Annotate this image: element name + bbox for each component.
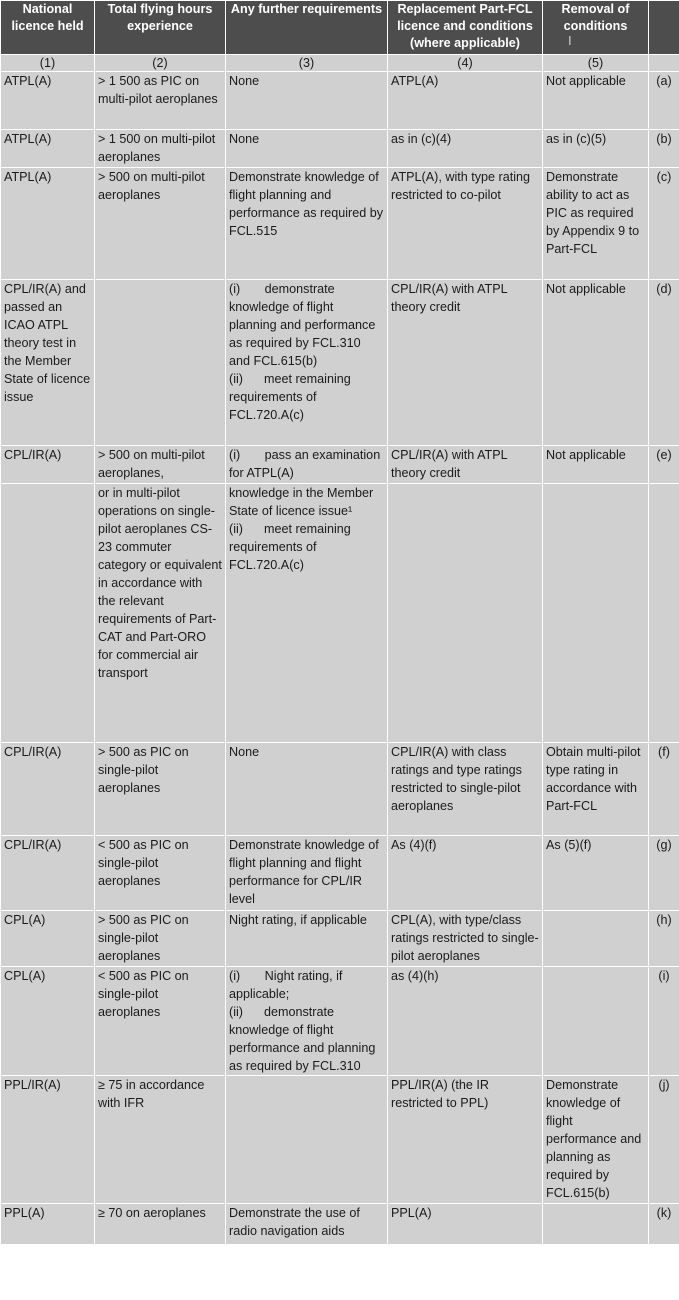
header-ref [649,1,679,55]
cell-national-licence: CPL/IR(A) [1,743,95,836]
cell-ref: (g) [649,836,679,911]
cell-national-licence: ATPL(A) [1,72,95,130]
cell-further-requirements: Demonstrate the use of radio navigation aids [226,1204,388,1245]
cell-ref: (f) [649,743,679,836]
cell-removal-conditions [543,484,649,743]
cell-national-licence: CPL/IR(A) [1,446,95,484]
cell-replacement-licence: PPL/IR(A) (the IR restricted to PPL) [388,1076,543,1204]
cell-removal-conditions: Not applicable [543,72,649,130]
cell-replacement-licence: as in (c)(4) [388,130,543,168]
cell-further-requirements: (i) Night rating, if applicable; (ii) demonstrate knowledge of flight performance and planning as required by FCL.310 [226,967,388,1076]
cell-ref: (h) [649,911,679,967]
header-flying-hours: Total flying hours experience [95,1,226,55]
cell-replacement-licence: CPL/IR(A) with ATPL theory credit [388,446,543,484]
table-row [1,484,679,743]
cell-national-licence: ATPL(A) [1,130,95,168]
cell-flying-hours: ≥ 70 on aeroplanes [95,1204,226,1245]
cell-further-requirements: Demonstrate knowledge of flight planning and flight performance for CPL/IR level [226,836,388,911]
cell-removal-conditions: Not applicable [543,280,649,446]
cell-removal-conditions: As (5)(f) [543,836,649,911]
column-number: (4) [388,55,543,72]
cell-ref: (b) [649,130,679,168]
cell-ref: (c) [649,168,679,280]
table-row [1,836,679,911]
cell-ref: (i) [649,967,679,1076]
text-cursor-icon: I [568,33,572,48]
cell-replacement-licence: ATPL(A), with type rating restricted to co-pilot [388,168,543,280]
cell-flying-hours [95,280,226,446]
cell-further-requirements: knowledge in the Member State of licence issue¹ (ii) meet remaining requirements of FCL.720.A(c) [226,484,388,743]
cell-flying-hours: or in multi-pilot operations on single-pilot aeroplanes CS-23 commuter category or equivalent in accordance with the relevant requirements of Part-CAT and Part-ORO for commercial air transport [95,484,226,743]
header-row [1,1,679,55]
cell-removal-conditions: as in (c)(5) [543,130,649,168]
cell-national-licence: PPL/IR(A) [1,1076,95,1204]
column-number: (2) [95,55,226,72]
cell-flying-hours: > 1 500 on multi-pilot aeroplanes [95,130,226,168]
cell-replacement-licence: as (4)(h) [388,967,543,1076]
cell-removal-conditions [543,967,649,1076]
cell-removal-conditions [543,911,649,967]
cell-further-requirements: (i) pass an examination for ATPL(A) [226,446,388,484]
header-national-licence: National licence held [1,1,95,55]
table-row [1,130,679,168]
cell-replacement-licence [388,484,543,743]
cell-further-requirements [226,1076,388,1204]
header-replacement-licence: Replacement Part-FCL licence and conditions (where applicable) [388,1,543,55]
table-row [1,72,679,130]
header-further-requirements: Any further requirements [226,1,388,55]
cell-replacement-licence: CPL/IR(A) with ATPL theory credit [388,280,543,446]
cell-flying-hours: > 500 as PIC on single-pilot aeroplanes [95,911,226,967]
cell-national-licence: CPL(A) [1,967,95,1076]
cell-ref: (e) [649,446,679,484]
cell-flying-hours: > 500 on multi-pilot aeroplanes [95,168,226,280]
header-removal-conditions: Removal of conditions [543,1,649,55]
table-row [1,446,679,484]
column-number-row [1,55,679,72]
cell-flying-hours: > 500 as PIC on single-pilot aeroplanes [95,743,226,836]
cell-removal-conditions: Obtain multi-pilot type rating in accordance with Part-FCL [543,743,649,836]
cell-further-requirements: None [226,72,388,130]
table-row [1,743,679,836]
cell-further-requirements: None [226,743,388,836]
cell-flying-hours: > 1 500 as PIC on multi-pilot aeroplanes [95,72,226,130]
cell-national-licence: PPL(A) [1,1204,95,1245]
cell-further-requirements: (i) demonstrate knowledge of flight planning and performance as required by FCL.310 and FCL.615(b) (ii) meet remaining requirements of FCL.720.A(c) [226,280,388,446]
cell-flying-hours: < 500 as PIC on single-pilot aeroplanes [95,836,226,911]
cell-flying-hours: ≥ 75 in accordance with IFR [95,1076,226,1204]
column-number: (3) [226,55,388,72]
cell-ref [649,484,679,743]
cell-replacement-licence: As (4)(f) [388,836,543,911]
column-number: (5) [543,55,649,72]
cell-further-requirements: Demonstrate knowledge of flight planning and performance as required by FCL.515 [226,168,388,280]
cell-ref: (j) [649,1076,679,1204]
cell-flying-hours: < 500 as PIC on single-pilot aeroplanes [95,967,226,1076]
cell-ref: (k) [649,1204,679,1245]
table-row [1,280,679,446]
cell-national-licence: CPL/IR(A) and passed an ICAO ATPL theory test in the Member State of licence issue [1,280,95,446]
table-row [1,1076,679,1204]
cell-removal-conditions: Demonstrate knowledge of flight performance and planning as required by FCL.615(b) [543,1076,649,1204]
cell-national-licence: ATPL(A) [1,168,95,280]
cell-removal-conditions [543,1204,649,1245]
table-row [1,1204,679,1245]
cell-removal-conditions: Not applicable [543,446,649,484]
cell-replacement-licence: ATPL(A) [388,72,543,130]
cell-replacement-licence: PPL(A) [388,1204,543,1245]
cell-replacement-licence: CPL(A), with type/class ratings restricted to single-pilot aeroplanes [388,911,543,967]
cell-further-requirements: Night rating, if applicable [226,911,388,967]
column-number [649,55,679,72]
cell-ref: (a) [649,72,679,130]
column-number: (1) [1,55,95,72]
cell-national-licence: CPL(A) [1,911,95,967]
cell-national-licence: CPL/IR(A) [1,836,95,911]
cell-replacement-licence: CPL/IR(A) with class ratings and type ratings restricted to single-pilot aeroplanes [388,743,543,836]
table-row [1,967,679,1076]
table-row [1,168,679,280]
cell-national-licence [1,484,95,743]
cell-ref: (d) [649,280,679,446]
cell-flying-hours: > 500 on multi-pilot aeroplanes, [95,446,226,484]
cell-removal-conditions: Demonstrate ability to act as PIC as required by Appendix 9 to Part-FCL [543,168,649,280]
cell-further-requirements: None [226,130,388,168]
table-row [1,911,679,967]
